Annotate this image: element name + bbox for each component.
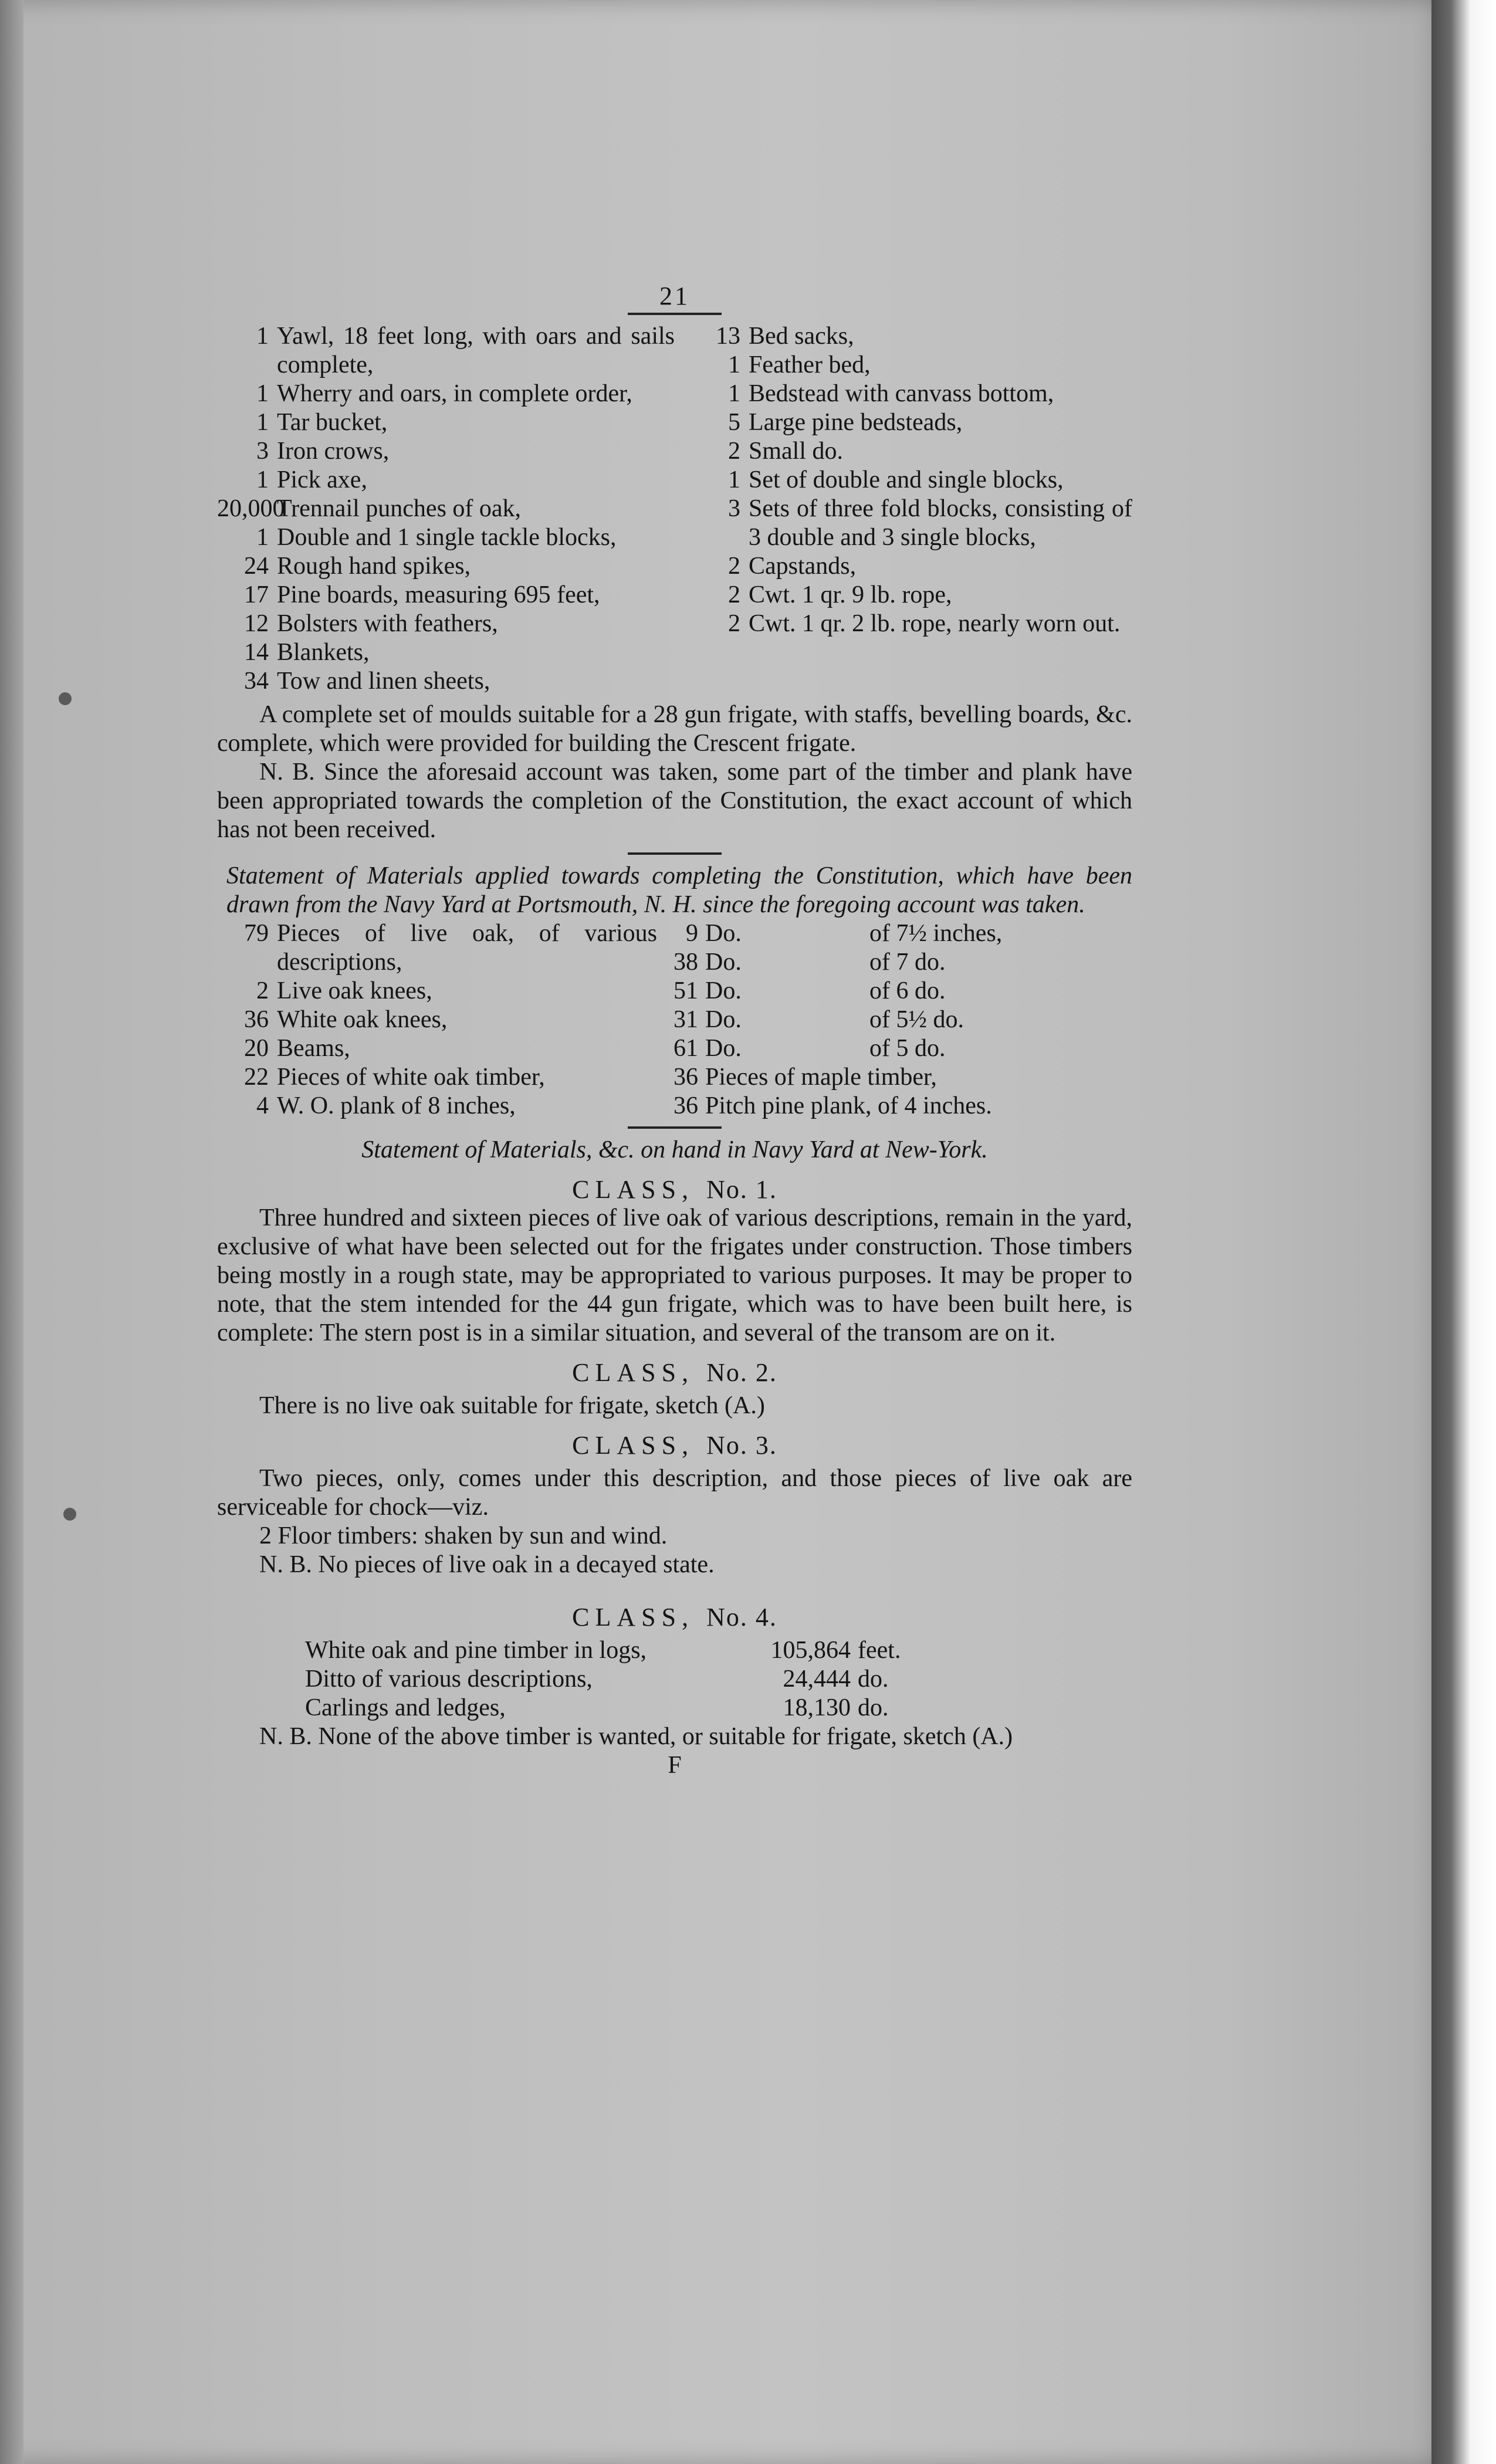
materials-columns [217,919,1132,1121]
table-row: 4 W. O. plank of 8 inches, [256,1092,516,1119]
class-3-note: N. B. No pieces of live oak in a decayed state. [259,1551,715,1578]
list-item: 14 Blankets, [244,639,370,666]
moulds-paragraph: A complete set of moulds suitable for a 28 gun frigate, with staffs, bevelling boards, &c. complete, which were provided for building the Crescent frigate. [217,701,1132,757]
stitch-hole [63,1508,76,1521]
list-item: 24 Rough hand spikes, [244,553,471,580]
stitch-hole [59,692,72,705]
list-item: 3 Iron crows, [256,438,390,465]
table-row: 61 Do. of 5 do. [673,1035,946,1062]
list-item: 2 Small do. [728,438,844,465]
list-item: 12 Bolsters with feathers, [244,610,498,637]
class-1-text: Three hundred and sixteen pieces of live oak of various descriptions, remain in the yard, exclusive of what have been selected out for the frigates under construction. Those timbers being mostly in a rough state, may be appropriated to various purposes. It may be proper to note, that the stem intended for the 44 gun frigate, which was to have been built here, is complete: The stern post is in a similar situation, and several of the transom are on it. [217,1204,1132,1346]
materials-right-table [657,919,1002,1121]
binding-edge [0,0,23,2464]
table-row: 22 Pieces of white oak timber, [244,1064,545,1091]
list-item: 3 Sets of three fold blocks, consisting of 3 double and 3 single blocks, [728,495,1132,551]
materials-left-column [217,919,657,1121]
list-item: 13 Bed sacks, [716,323,854,350]
inventory-left-column [217,322,675,696]
list-item: 2 Cwt. 1 qr. 2 lb. rope, nearly worn out. [728,610,1121,637]
list-item: 1 Double and 1 single tackle blocks, [256,524,617,551]
class-4-note: N. B. None of the above timber is wanted, or suitable for frigate, sketch (A.) [259,1723,1013,1750]
table-row: 36 White oak knees, [244,1006,448,1033]
class-2-heading: CLASS, No. 2. [572,1358,777,1387]
materials-right-column [657,919,1132,1121]
table-row: 2 Live oak knees, [256,977,432,1004]
table-row: 31 Do. of 5½ do. [673,1006,964,1033]
list-item: 20,000 Trennail punches of oak, [217,495,522,522]
class-3-line: 2 Floor timbers: shaken by sun and wind. [259,1522,668,1549]
page-content [217,282,1132,1780]
inventory-right-column [675,322,1132,696]
list-item: 1 Set of double and single blocks, [728,466,1064,493]
table-row: 9 Do. of 7½ inches, [686,920,1003,947]
nb-paragraph: N. B. Since the aforesaid account was taken, some part of the timber and plank have been appropriated towards the completion of the Constitution, the exact account of which has not been received. [217,759,1132,843]
table-row: Ditto of various descriptions, 24,444 do. [305,1666,889,1693]
signature-mark: F [668,1752,682,1779]
table-row: 38 Do. of 7 do. [673,949,946,976]
page-number: 21 [659,282,690,310]
table-row: White oak and pine timber in logs, 105,864 feet. [305,1637,901,1664]
statement-2-title: Statement of Materials, &c. on hand in Navy Yard at New-York. [361,1136,988,1163]
section-rule [628,852,722,855]
class-3-heading: CLASS, No. 3. [572,1431,777,1460]
list-item: 17 Pine boards, measuring 695 feet, [244,581,600,608]
table-row: 51 Do. of 6 do. [673,977,946,1004]
class-2-text: There is no live oak suitable for frigate, sketch (A.) [259,1392,765,1419]
table-row: 79 Pieces of live oak, of various descriptions, [244,920,657,976]
class-4-heading: CLASS, No. 4. [572,1603,777,1632]
inventory-columns [217,322,1132,696]
table-row: 36 Pieces of maple timber, [673,1064,937,1091]
list-item: 2 Capstands, [728,553,857,580]
statement-1-title: Statement of Materials applied towards completing the Constitution, which have been drawn from the Navy Yard at Portsmouth, N. H. since the foregoing account was taken. [226,862,1132,918]
page-edge-shadow [1431,0,1496,2464]
table-row: Carlings and ledges, 18,130 do. [305,1694,889,1721]
table-row: 36 Pitch pine plank, of 4 inches. [673,1092,992,1119]
list-item: 1 Yawl, 18 feet long, with oars and sails complete, [256,323,675,378]
class-3-text: Two pieces, only, comes under this description, and those pieces of live oak are serviceable for chock—viz. [217,1465,1132,1521]
list-item: 1 Feather bed, [728,351,871,378]
list-item: 1 Bedstead with canvass bottom, [728,380,1054,407]
list-item: 1 Tar bucket, [256,409,388,436]
table-row: 20 Beams, [244,1035,350,1062]
list-item: 34 Tow and linen sheets, [244,668,490,695]
header-rule [628,313,722,315]
list-item: 2 Cwt. 1 qr. 9 lb. rope, [728,581,952,608]
section-rule [628,1126,722,1129]
list-item: 1 Pick axe, [256,466,367,493]
class-1-heading: CLASS, No. 1. [572,1175,777,1204]
class-4-table [305,1636,1132,1722]
list-item: 5 Large pine bedsteads, [728,409,963,436]
list-item: 1 Wherry and oars, in complete order, [256,380,632,407]
